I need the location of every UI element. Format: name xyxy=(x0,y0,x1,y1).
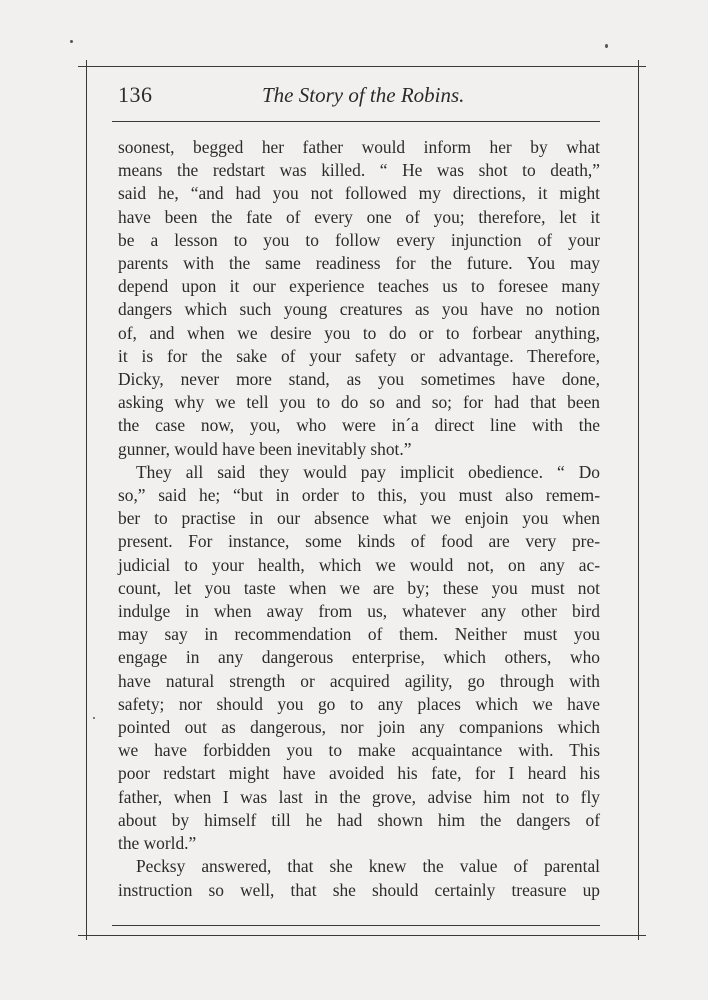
footer-rule-outer xyxy=(78,935,646,936)
text-line: engage in any dangerous enterprise, which others, who xyxy=(118,647,600,668)
top-border-rule xyxy=(78,66,646,67)
text-line: judicial to your health, which we would not, on any ac- xyxy=(118,554,600,575)
text-line: parents with the same readiness for the future. You may xyxy=(118,253,600,274)
text-line: pointed out as dangerous, nor join any companions which xyxy=(118,717,600,738)
text-line: present. For instance, some kinds of food are very pre- xyxy=(118,531,600,552)
text-line: depend upon it our experience teaches us to foresee many xyxy=(118,276,600,297)
page-header xyxy=(112,82,600,112)
text-line: the case now, you, who were in´a direct line with the xyxy=(118,415,600,436)
text-line: gunner, would have been inevitably shot.” xyxy=(118,438,412,459)
text-line: father, when I was last in the grove, advise him not to fly xyxy=(118,786,600,807)
speck-mark xyxy=(93,717,95,719)
text-line: be a lesson to you to follow every injunction of your xyxy=(118,229,600,250)
text-line: instruction so well, that she should certainly treasure up xyxy=(118,879,600,900)
text-line: count, let you taste when we are by; these you must not xyxy=(118,577,600,598)
header-rule xyxy=(112,121,600,122)
text-line: it is for the sake of your safety or advantage. Therefore, xyxy=(118,345,600,366)
text-line: asking why we tell you to do so and so; for had that been xyxy=(118,392,600,413)
text-line: soonest, begged her father would inform her by what xyxy=(118,137,600,157)
text-line: so,” said he; “but in order to this, you must also remem- xyxy=(118,485,600,506)
page-number: 136 xyxy=(118,82,153,107)
left-border-rule xyxy=(86,60,87,940)
text-line: indulge in when away from us, whatever any other bird xyxy=(118,601,600,622)
footer-rule-inner xyxy=(112,925,600,926)
text-line: the world.” xyxy=(118,833,197,854)
text-line: safety; nor should you go to any places which we have xyxy=(118,693,600,714)
text-line: said he, “and had you not followed my directions, it might xyxy=(118,183,600,204)
text-line: may say in recommendation of them. Neither must you xyxy=(118,624,600,645)
text-line: poor redstart might have avoided his fate, for I heard his xyxy=(118,763,600,784)
text-line: have natural strength or acquired agility, go through with xyxy=(118,670,600,691)
text-line: Pecksy answered, that she knew the value of parental xyxy=(136,856,600,877)
text-line: Dicky, never more stand, as you sometimes have done, xyxy=(118,369,600,390)
text-line: we have forbidden you to make acquaintance with. This xyxy=(118,740,600,761)
text-line: about by himself till he had shown him the dangers of xyxy=(118,809,600,830)
speck-mark xyxy=(70,40,73,43)
text-line: ber to practise in our absence what we enjoin you when xyxy=(118,508,600,529)
body-text xyxy=(118,136,600,902)
running-title: The Story of the Robins. xyxy=(262,83,465,107)
text-line: They all said they would pay implicit obedience. “ Do xyxy=(136,461,600,482)
text-line: have been the fate of every one of you; therefore, let it xyxy=(118,206,600,227)
text-line: dangers which such young creatures as you have no notion xyxy=(118,299,600,320)
right-border-rule xyxy=(638,60,639,940)
speck-mark xyxy=(605,44,608,48)
text-line: of, and when we desire you to do or to forbear anything, xyxy=(118,322,600,343)
text-line: means the redstart was killed. “ He was shot to death,” xyxy=(118,160,600,181)
